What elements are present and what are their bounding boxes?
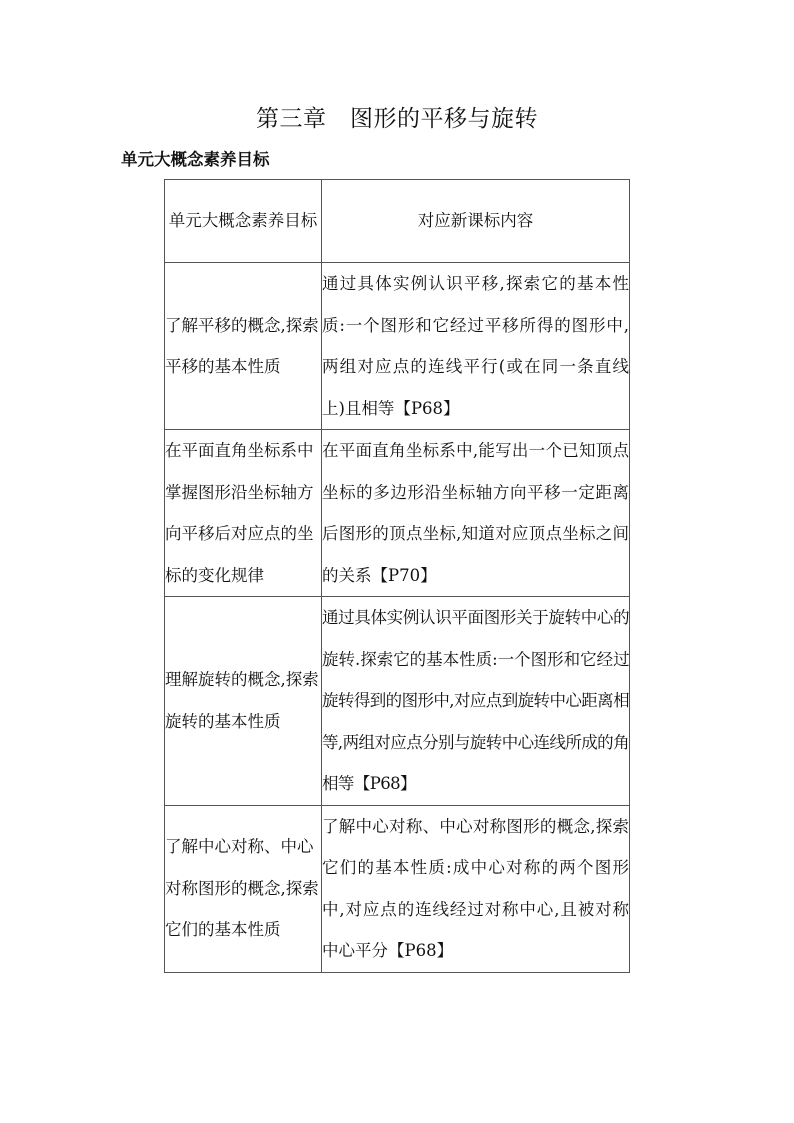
- goal-cell: 在平面直角坐标系中掌握图形沿坐标轴方向平移后对应点的坐标的变化规律: [165, 430, 322, 597]
- table-row: [165, 805, 630, 972]
- goal-cell: 了解中心对称、中心对称图形的概念,探索它们的基本性质: [165, 805, 322, 972]
- content-text: 通过具体实例认识平移,探索它的基本性质:一个图形和它经过平移所得的图形中,两组对应点的连线平行(或在同一条直线上)且相等: [322, 274, 629, 418]
- table-header-row: [165, 180, 630, 263]
- literacy-goals-table: [164, 179, 630, 973]
- content-cell: [322, 597, 630, 806]
- page-title: 第三章 图形的平移与旋转: [256, 106, 538, 132]
- page-reference: 【P70】: [371, 565, 437, 585]
- section-heading: 单元大概念素养目标: [121, 150, 270, 169]
- goal-cell: 了解平移的概念,探索平移的基本性质: [165, 263, 322, 430]
- content-cell: [322, 430, 630, 597]
- table-row: [165, 597, 630, 806]
- header-goal: 单元大概念素养目标: [165, 180, 322, 263]
- content-cell: [322, 263, 630, 430]
- page-reference: 【P68】: [394, 398, 460, 418]
- header-curriculum-content: 对应新课标内容: [322, 180, 630, 263]
- content-text: 了解中心对称、中心对称图形的概念,探索它们的基本性质:成中心对称的两个图形中,对应点的连线经过对称中心,且被对称中心平分: [322, 816, 629, 960]
- content-text: 通过具体实例认识平面图形关于旋转中心的旋转.探索它的基本性质:一个图形和它经过旋转得到的图形中,对应点到旋转中心距离相等,两组对应点分别与旋转中心连线所成的角相等: [322, 608, 629, 793]
- page-reference: 【P68】: [388, 941, 454, 960]
- content-cell: [322, 805, 630, 972]
- goal-cell: 理解旋转的概念,探索旋转的基本性质: [165, 597, 322, 806]
- content-text: 在平面直角坐标系中,能写出一个已知顶点坐标的多边形沿坐标轴方向平移一定距离后图形的顶点坐标,知道对应顶点坐标之间的关系: [322, 441, 629, 585]
- table-row: [165, 263, 630, 430]
- table-row: [165, 430, 630, 597]
- page-reference: 【P68】: [353, 774, 416, 793]
